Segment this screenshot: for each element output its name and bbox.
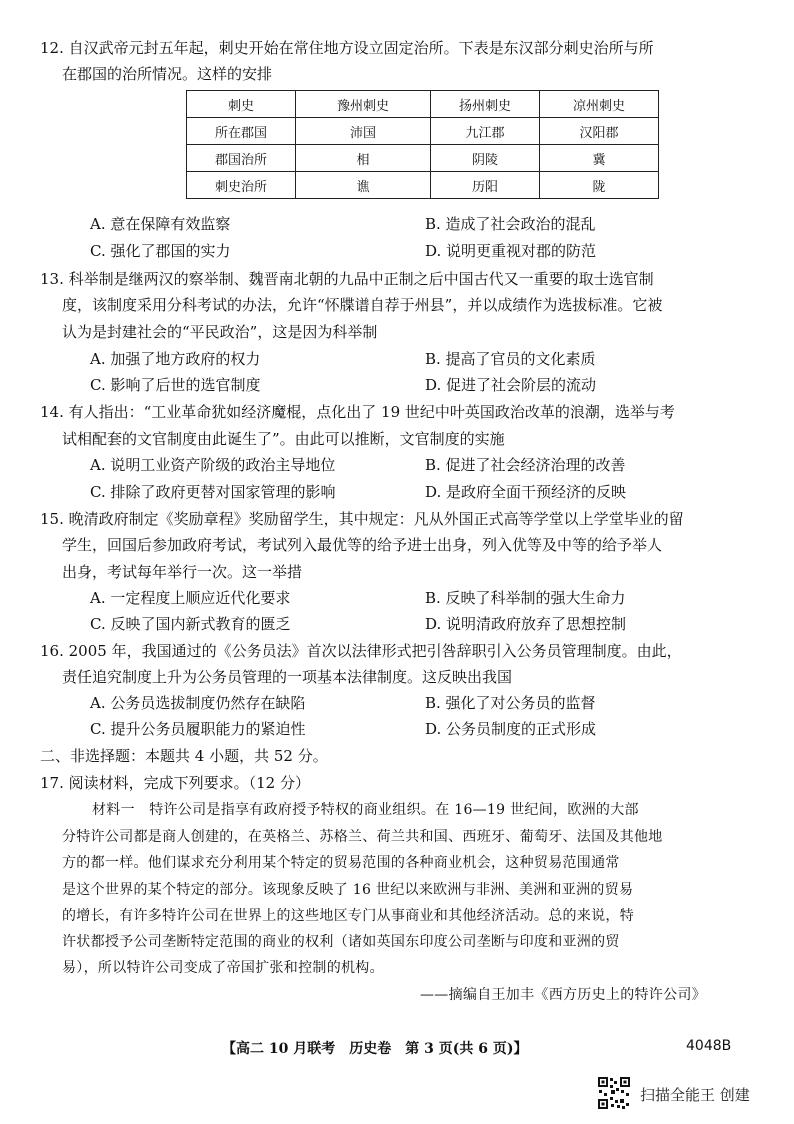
table-cell: 谯 [296, 172, 431, 199]
q13-stem-line1: 13. 科举制是继两汉的察举制、魏晋南北朝的九品中正制之后中国古代又一重要的取士选官制 [40, 270, 654, 288]
q13-stem-line3: 认为是封建社会的“平民政治”，这是因为科举制 [62, 323, 378, 341]
q13-option-d: D. 促进了社会阶层的流动 [425, 376, 597, 394]
scanner-watermark: 扫描全能王 创建 [640, 1086, 750, 1104]
page-footer: 【高二 10 月联考 历史卷 第 3 页(共 6 页)】 [222, 1041, 528, 1057]
exam-code: 4048B [686, 1038, 732, 1054]
q17-material-line: 是这个世界的某个特定的部分。该现象反映了 16 世纪以来欧洲与非洲、美洲和亚洲的贸易 [62, 882, 634, 898]
q14-stem-line2: 试相配套的文官制度由此诞生了”。由此可以推断，文官制度的实施 [62, 430, 505, 448]
table-cell: 历阳 [431, 172, 540, 199]
q16-stem-line2: 责任追究制度上升为公务员管理的一项基本法律制度。这反映出我国 [62, 668, 513, 686]
table-cell: 沛国 [296, 118, 431, 145]
q15-stem-line3: 出身，考试每年举行一次。这一举措 [62, 563, 303, 581]
q12-stem-line2: 在郡国的治所情况。这样的安排 [62, 65, 273, 83]
q17-material-line: 方的都一样。他们谋求充分利用某个特定的贸易范围的各种商业机会，这种贸易范围通常 [62, 855, 620, 871]
table-cell: 九江郡 [431, 118, 540, 145]
q16-option-b: B. 强化了对公务员的监督 [425, 694, 596, 712]
table-cell: 相 [296, 145, 431, 172]
q15-stem-line2: 学生，回国后参加政府考试，考试列入最优等的给予进士出身，列入优等及中等的给予举人 [62, 536, 663, 554]
q15-stem-line1: 15. 晚清政府制定《奖励章程》奖励留学生，其中规定：凡从外国正式高等学堂以上学堂毕业的留 [40, 510, 684, 528]
q14-option-d: D. 是政府全面干预经济的反映 [425, 483, 627, 501]
q15-option-d: D. 说明清政府放弃了思想控制 [425, 615, 627, 633]
q14-option-b: B. 促进了社会经济治理的改善 [425, 456, 626, 474]
table-cell: 郡国治所 [187, 145, 296, 172]
q13-stem-line2: 度，该制度采用分科考试的办法，允许“怀牒谱自荐于州县”，并以成绩作为选拔标准。它被 [62, 296, 663, 314]
q15-option-b: B. 反映了科举制的强大生命力 [425, 589, 626, 607]
table-cell: 冀 [540, 145, 659, 172]
table-cell: 阴陵 [431, 145, 540, 172]
q13-option-c: C. 影响了后世的选官制度 [90, 376, 261, 394]
q16-option-a: A. 公务员选拔制度仍然存在缺陷 [90, 694, 306, 712]
table-row [187, 145, 659, 172]
q14-option-a: A. 说明工业资产阶级的政治主导地位 [90, 456, 336, 474]
q12-stem-line1: 12. 自汉武帝元封五年起，刺史开始在常住地方设立固定治所。下表是东汉部分刺史治所与所 [40, 39, 654, 57]
table-cell: 豫州刺史 [296, 91, 431, 118]
table-row [187, 172, 659, 199]
table-row [187, 118, 659, 145]
q17-material-line: 的增长，有许多特许公司在世界上的这些地区专门从事商业和其他经济活动。总的来说，特 [62, 908, 634, 924]
q17-source: ——摘编自王加丰《西方历史上的特许公司》 [420, 987, 706, 1003]
q12-option-c: C. 强化了郡国的实力 [90, 242, 231, 260]
q16-option-d: D. 公务员制度的正式形成 [425, 720, 597, 738]
q15-option-c: C. 反映了国内新式教育的匮乏 [90, 615, 291, 633]
table-cell: 凉州刺史 [540, 91, 659, 118]
q12-option-a: A. 意在保障有效监察 [90, 215, 231, 233]
section-heading: 二、非选择题：本题共 4 小题，共 52 分。 [40, 747, 328, 765]
q16-option-c: C. 提升公务员履职能力的紧迫性 [90, 720, 306, 738]
q17-material-line: 易），所以特许公司变成了帝国扩张和控制的机构。 [62, 960, 384, 976]
q13-option-a: A. 加强了地方政府的权力 [90, 350, 261, 368]
q15-option-a: A. 一定程度上顺应近代化要求 [90, 589, 291, 607]
q17-material-line: 许状都授予公司垄断特定范围的商业的权利（诸如英国东印度公司垄断与印度和亚洲的贸 [62, 934, 620, 950]
q13-option-b: B. 提高了官员的文化素质 [425, 350, 596, 368]
q12-option-d: D. 说明更重视对郡的防范 [425, 242, 597, 260]
q12-option-b: B. 造成了社会政治的混乱 [425, 215, 596, 233]
table-cell: 刺史 [187, 91, 296, 118]
q14-stem-line1: 14. 有人指出：“工业革命犹如经济魔棍，点化出了 19 世纪中叶英国政治改革的浪潮，选举与考 [40, 403, 675, 421]
q17-material-line: 材料一 特许公司是指享有政府授予特权的商业组织。在 16—19 世纪间，欧洲的大部 [92, 802, 639, 818]
table-cell: 所在郡国 [187, 118, 296, 145]
q16-stem-line1: 16. 2005 年，我国通过的《公务员法》首次以法律形式把引咎辞职引入公务员管理制度。由此， [40, 642, 682, 660]
q14-option-c: C. 排除了政府更替对国家管理的影响 [90, 483, 336, 501]
table-cell: 刺史治所 [187, 172, 296, 199]
table-row [187, 91, 659, 118]
q17-material-line: 分特许公司都是商人创建的，在英格兰、苏格兰、荷兰共和国、西班牙、葡萄牙、法国及其他地 [62, 829, 663, 845]
qr-code-icon [597, 1076, 631, 1110]
table-cell: 扬州刺史 [431, 91, 540, 118]
table-cell: 陇 [540, 172, 659, 199]
q17-title: 17. 阅读材料，完成下列要求。（12 分） [40, 774, 310, 792]
q12-table [186, 90, 659, 199]
table-cell: 汉阳郡 [540, 118, 659, 145]
